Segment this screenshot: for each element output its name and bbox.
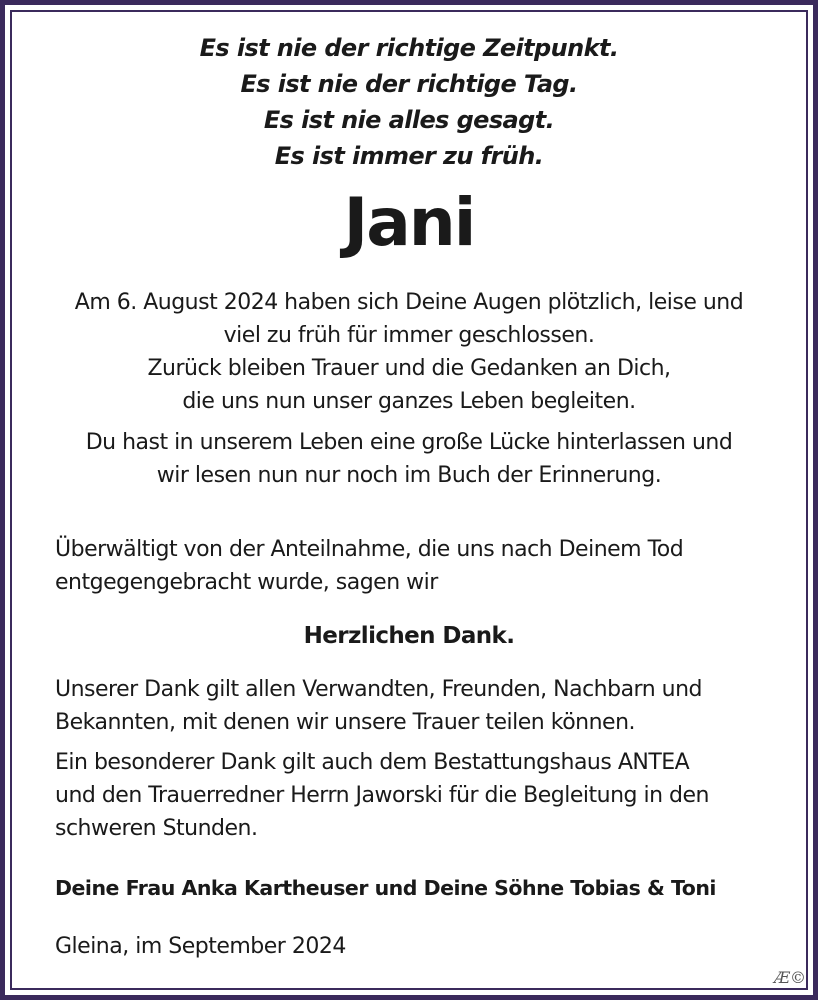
quote-line: Es ist nie der richtige Zeitpunkt. <box>199 34 619 62</box>
publisher-mark: Æ© <box>773 968 806 987</box>
text-line: schweren Stunden. <box>55 816 258 841</box>
quote-line: Es ist nie der richtige Tag. <box>240 70 578 98</box>
opening-quote <box>0 30 818 174</box>
text-line: Zurück bleiben Trauer und die Gedanken an Dich, <box>147 356 671 381</box>
text-line: Am 6. August 2024 haben sich Deine Augen plötzlich, leise und <box>74 290 744 315</box>
text-line: die uns nun unser ganzes Leben begleiten. <box>182 389 636 414</box>
passing-paragraph <box>0 286 818 418</box>
text-line: Überwältigt von der Anteilnahme, die uns nach Deinem Tod <box>55 537 684 562</box>
thanks-heading: Herzlichen Dank. <box>303 623 515 649</box>
intro-paragraph <box>55 533 795 599</box>
text-line: wir lesen nun nur noch im Buch der Erinnerung. <box>156 463 662 488</box>
memory-paragraph <box>0 426 818 492</box>
text-line: Ein besonderer Dank gilt auch dem Bestattungshaus ANTEA <box>55 750 690 775</box>
quote-line: Es ist nie alles gesagt. <box>263 106 555 134</box>
text-line: Du hast in unserem Leben eine große Lücke hinterlassen und <box>85 430 733 455</box>
thanks-paragraph-1 <box>55 673 795 739</box>
quote-line: Es ist immer zu früh. <box>274 142 544 170</box>
place-date: Gleina, im September 2024 <box>55 934 346 959</box>
text-line: und den Trauerredner Herrn Jaworski für die Begleitung in den <box>55 783 709 808</box>
text-line: viel zu früh für immer geschlossen. <box>223 323 595 348</box>
deceased-name: Jani <box>343 184 475 261</box>
text-line: Bekannten, mit denen wir unsere Trauer teilen können. <box>55 710 636 735</box>
text-line: entgegengebracht wurde, sagen wir <box>55 570 438 595</box>
text-line: Unserer Dank gilt allen Verwandten, Freunden, Nachbarn und <box>55 677 702 702</box>
signers: Deine Frau Anka Kartheuser und Deine Söhne Tobias & Toni <box>55 876 716 900</box>
thanks-paragraph-2 <box>55 746 795 845</box>
